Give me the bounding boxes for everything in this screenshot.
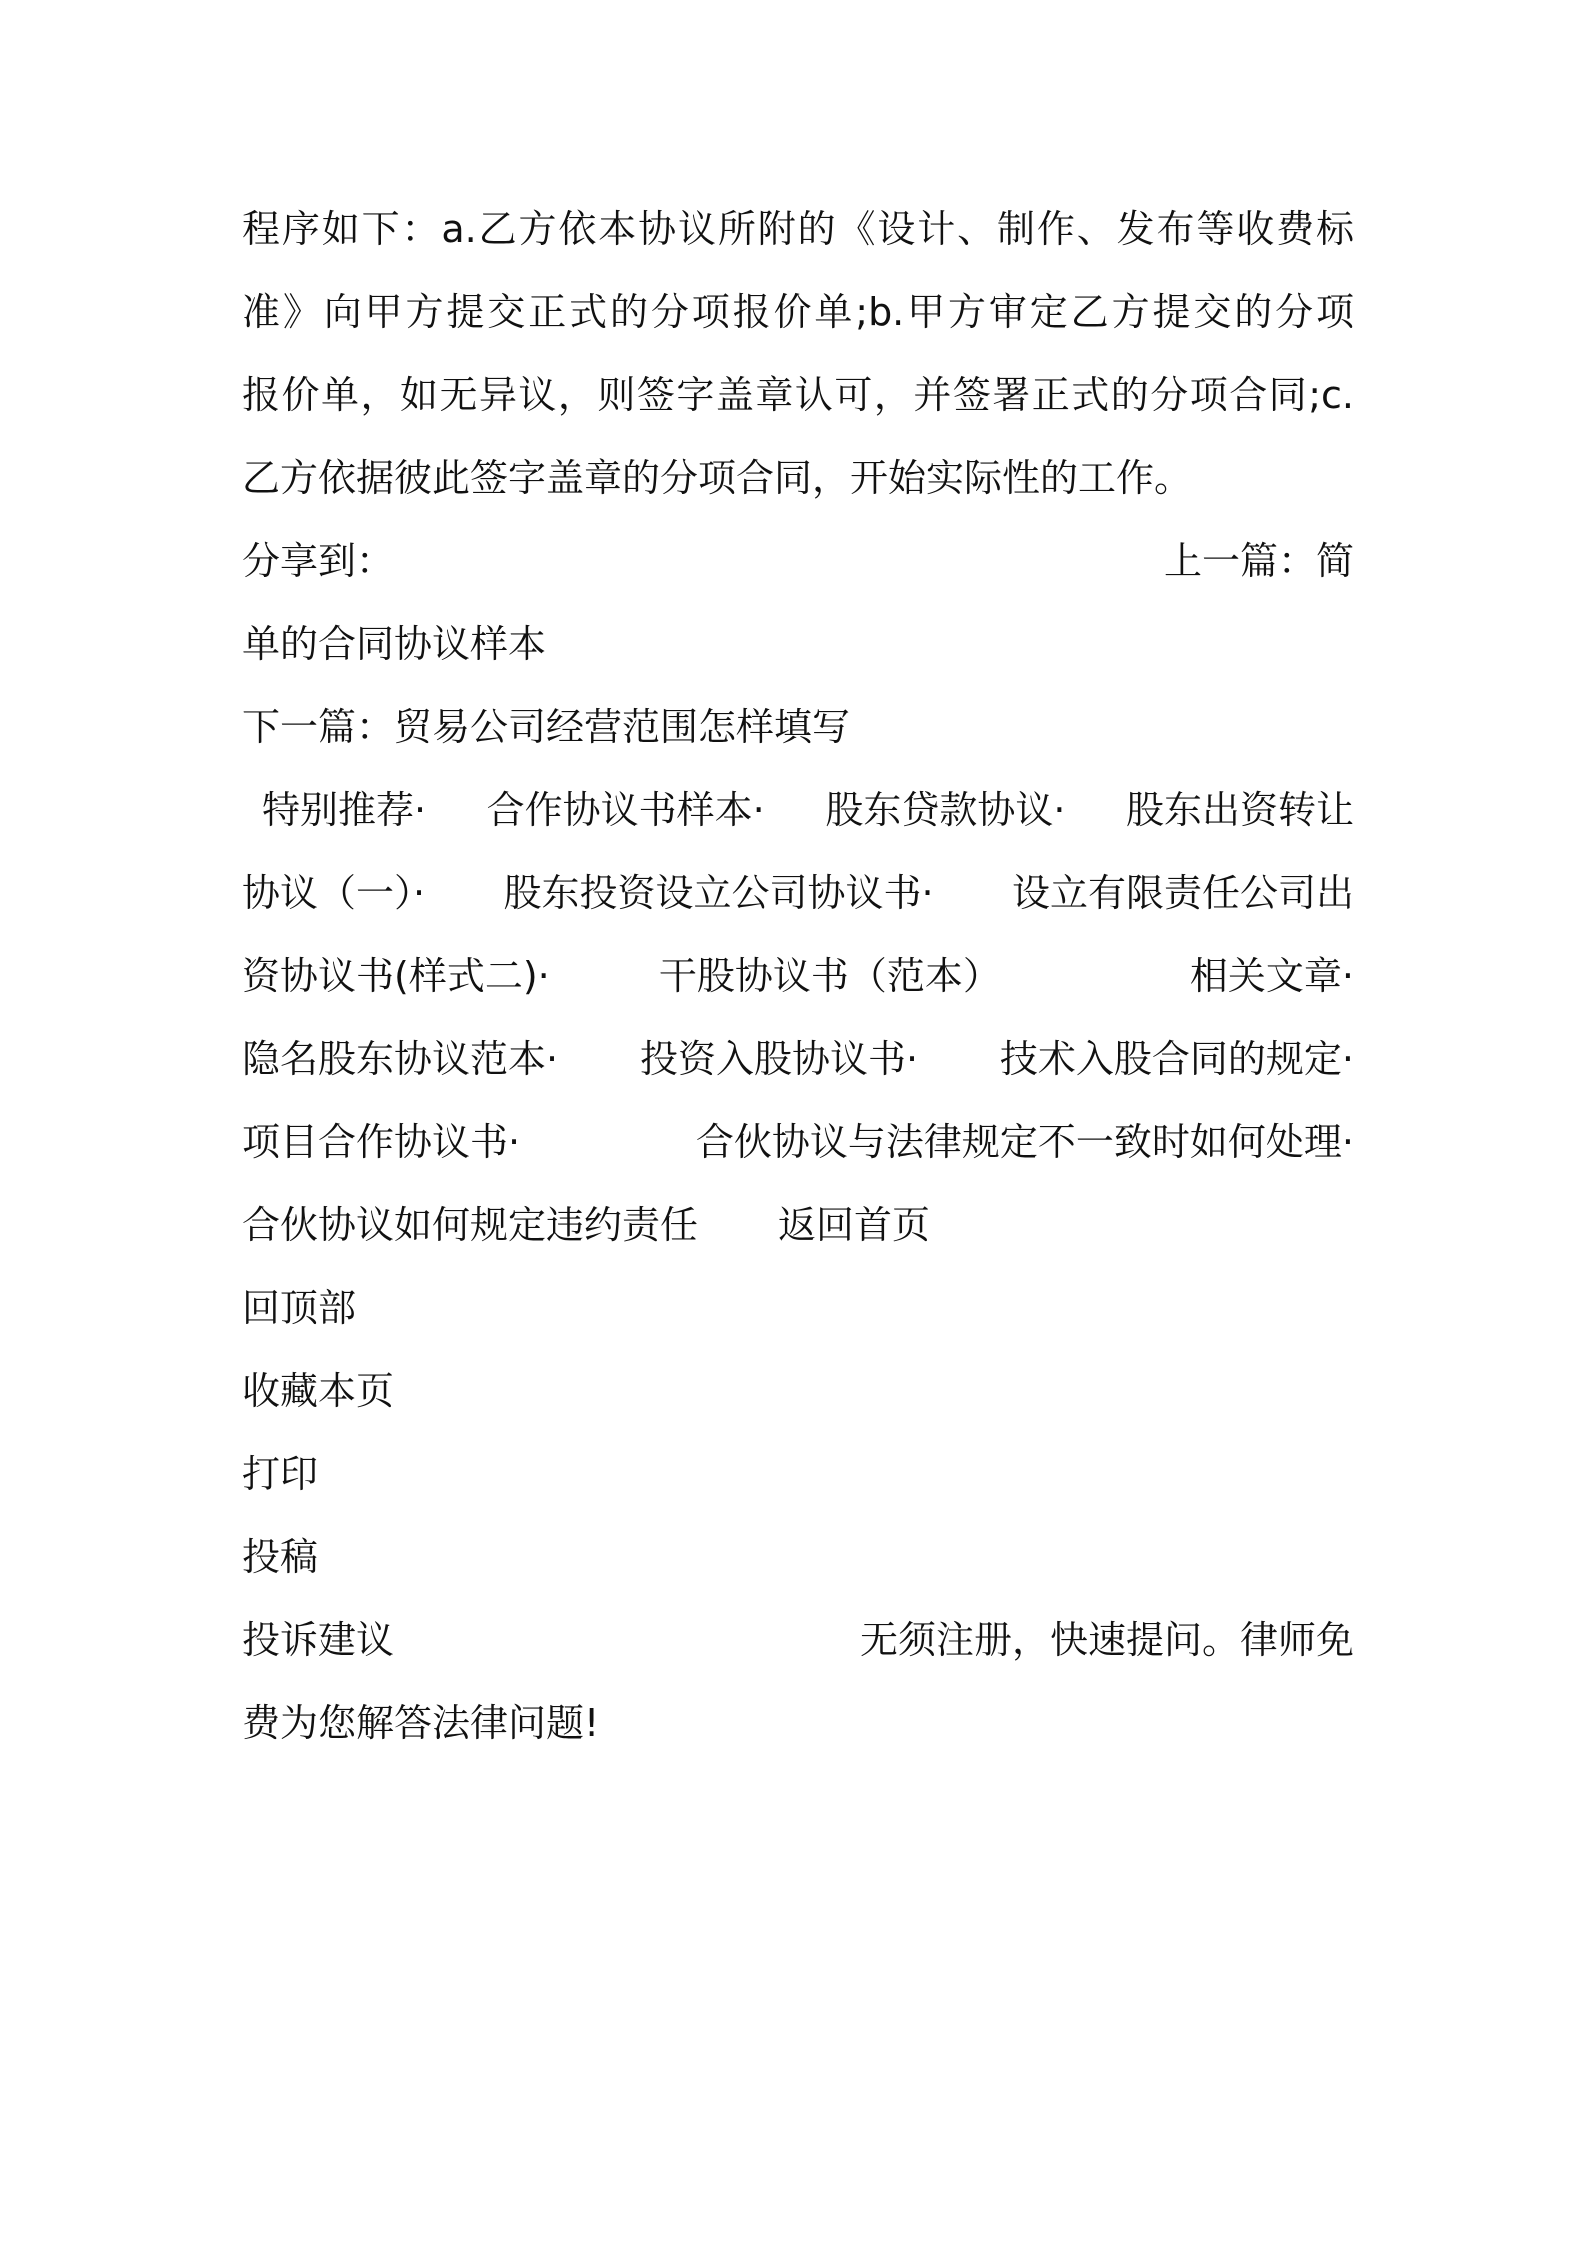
recommend-item[interactable]: 干股协议书（范本） [658,954,1001,998]
recommend-item[interactable]: 合作协议书样本· [486,788,765,832]
share-prev-row [242,530,1354,592]
body-text-line-1: 程序如下：a.乙方依本协议所附的《设计、制作、发布等收费标 [242,207,1354,251]
body-text-line-2: 准》向甲方提交正式的分项报价单;b.甲方审定乙方提交的分项 [242,290,1354,334]
prev-article-link[interactable] [1164,530,1354,592]
recommend-heading: 特别推荐· [262,788,427,832]
recommend-item[interactable]: 设立有限责任公司出 [1011,871,1354,915]
next-article-label: 下一篇： [242,705,395,749]
promo-text-start[interactable]: 无须注册，快速提问。律师免 [859,1618,1354,1662]
recommend-item[interactable]: 股东贷款协议· [825,788,1066,832]
related-item[interactable]: 项目合作协议书· [242,1120,521,1164]
recommend-item[interactable]: 股东投资设立公司协议书· [503,871,934,915]
body-text-line-4: 乙方依据彼此签字盖章的分项合同，开始实际性的工作。 [242,456,1193,500]
back-to-top-link[interactable]: 回顶部 [242,1286,357,1330]
prev-article-title-start: 简 [1315,539,1354,583]
prev-article-label: 上一篇： [1163,539,1316,583]
next-article-title: 贸易公司经营范围怎样填写 [394,705,851,749]
next-article-link[interactable] [242,696,1354,758]
related-row-1 [242,1028,1354,1090]
related-item[interactable]: 隐名股东协议范本· [242,1037,559,1081]
recommend-row-3 [242,945,1354,1007]
recommend-item[interactable]: 协议（一）· [242,871,426,915]
home-link[interactable]: 返回首页 [778,1203,931,1247]
related-item[interactable]: 投资入股协议书· [639,1037,919,1081]
related-row-3 [242,1194,1354,1256]
share-label[interactable]: 分享到： [242,539,395,583]
related-heading: 相关文章· [1189,954,1354,998]
related-item[interactable]: 合伙协议与法律规定不一致时如何处理· [695,1120,1354,1164]
feedback-link[interactable]: 投诉建议 [242,1618,395,1662]
recommend-row-1 [242,779,1354,841]
recommend-item[interactable]: 股东出资转让 [1125,788,1354,832]
related-item[interactable]: 技术入股合同的规定· [999,1037,1354,1081]
related-row-2 [242,1111,1354,1173]
prev-article-title-cont[interactable]: 单的合同协议样本 [242,622,547,666]
print-link[interactable]: 打印 [242,1452,319,1496]
recommend-row-2 [242,862,1354,924]
submit-link[interactable]: 投稿 [242,1535,319,1579]
recommend-item[interactable]: 资协议书(样式二)· [242,954,550,998]
body-text-line-3: 报价单，如无异议，则签字盖章认可，并签署正式的分项合同;c. [242,373,1354,417]
promo-text-cont[interactable]: 费为您解答法律问题! [242,1701,600,1745]
feedback-promo-row [242,1609,1354,1671]
bookmark-link[interactable]: 收藏本页 [242,1369,395,1413]
related-item[interactable]: 合伙协议如何规定违约责任 [242,1203,699,1247]
